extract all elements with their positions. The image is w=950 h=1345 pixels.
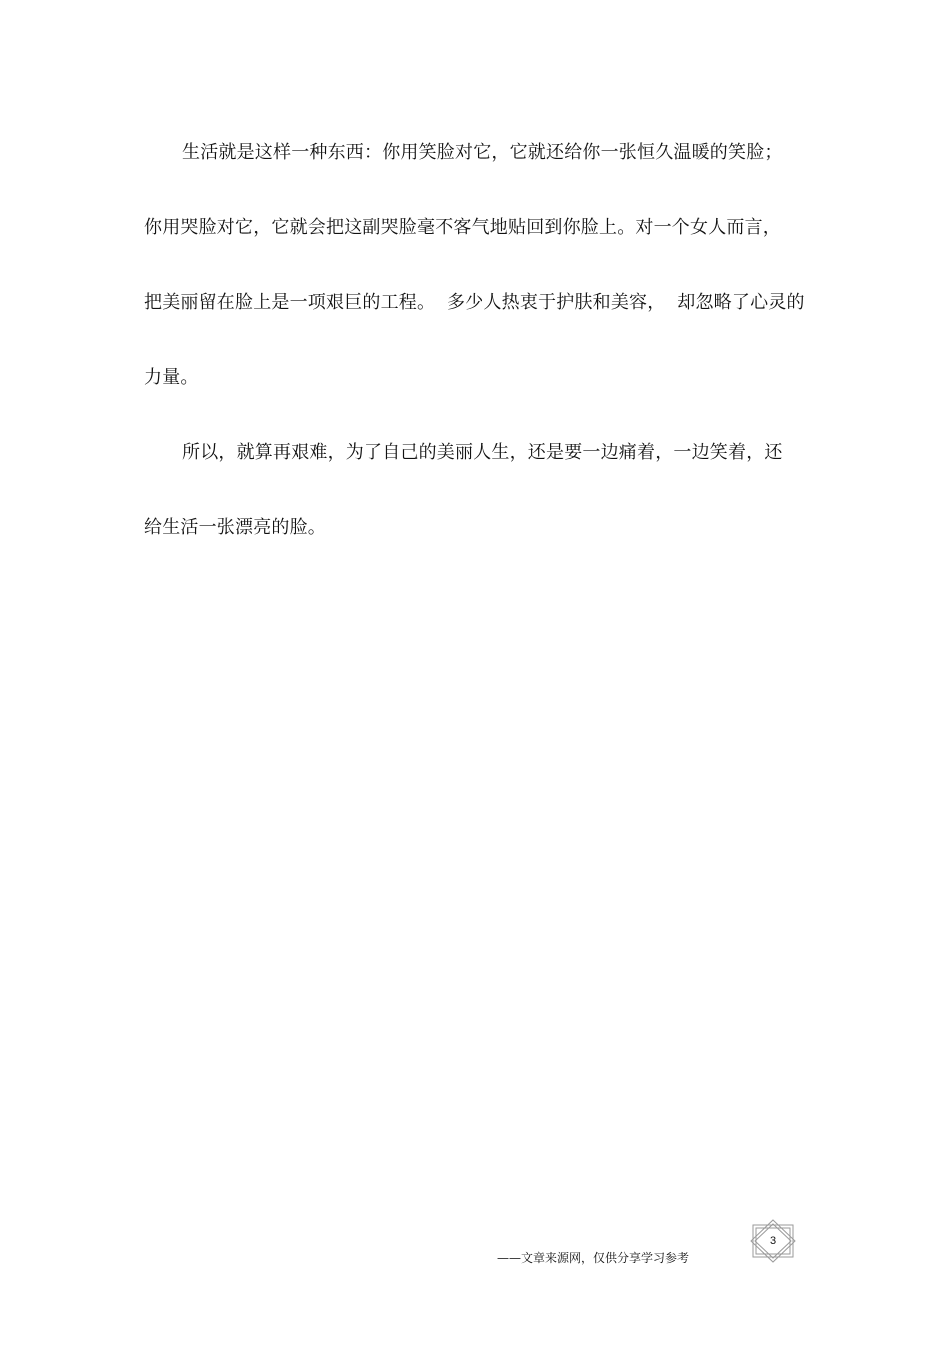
paragraph-1-line-1: 生活就是这样一种东西：你用笑脸对它，它就还给你一张恒久温暖的笑脸； [182,142,783,163]
page-number-badge [748,1219,798,1263]
paragraph-1-line-4: 力量。 [144,367,199,388]
paragraph-1-line-3: 把美丽留在脸上是一项艰巨的工程。 多少人热衷于护肤和美容， 却忽略了心灵的 [144,292,805,313]
paragraph-2-line-1: 所以，就算再艰难，为了自己的美丽人生，还是要一边痛着，一边笑着，还 [182,442,783,463]
paragraph-1-line-2: 你用哭脸对它，它就会把这副哭脸毫不客气地贴回到你脸上。对一个女人而言， [144,217,781,238]
page-number: 3 [769,1235,777,1247]
footer-source-note: ——文章来源网，仅供分享学习参考 [497,1251,690,1265]
paragraph-2-line-2: 给生活一张漂亮的脸。 [144,517,326,538]
